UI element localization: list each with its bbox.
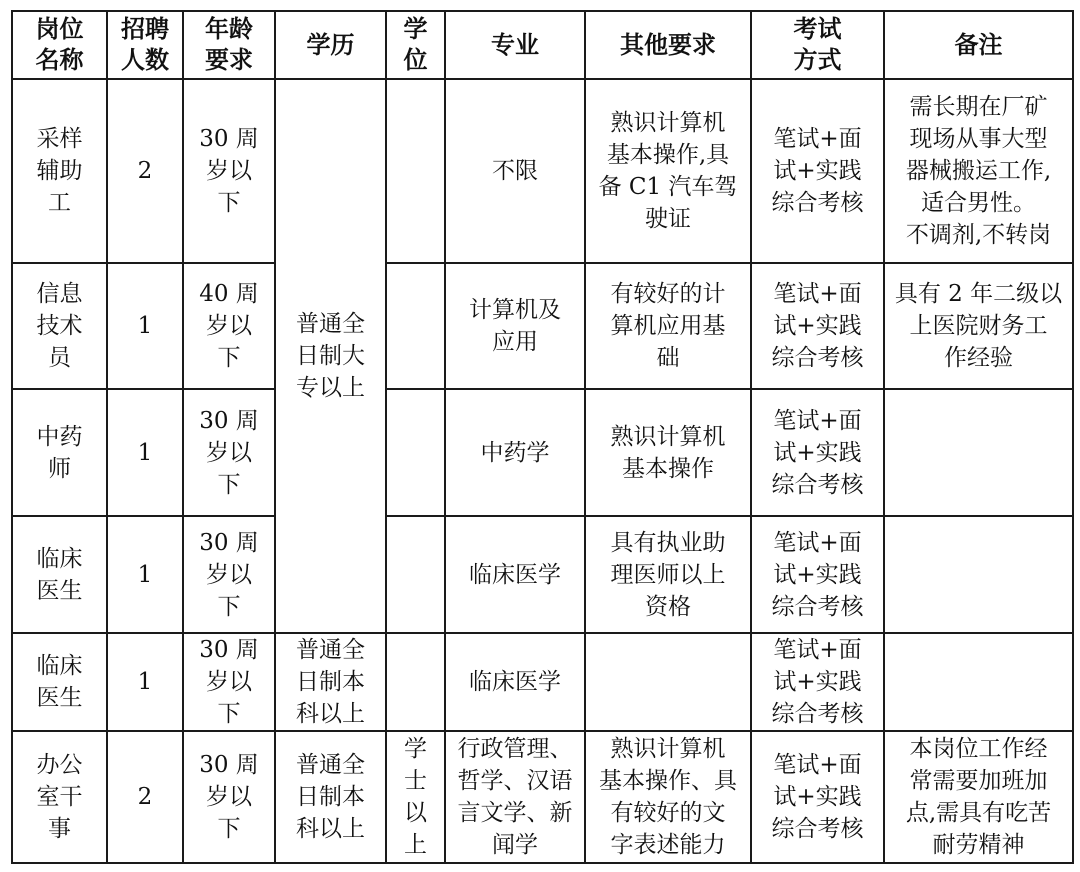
cell-age: 30 周 岁以 下: [183, 516, 275, 633]
header-count: 招聘 人数: [107, 11, 183, 79]
cell-major: 不限: [445, 79, 585, 263]
table-row: [12, 79, 1073, 263]
cell-degree: [386, 516, 445, 633]
header-row: [12, 11, 1073, 79]
cell-exam: 笔试+面 试+实践 综合考核: [751, 263, 884, 389]
cell-other: 有较好的计 算机应用基 础: [585, 263, 751, 389]
cell-edu: 普通全 日制本 科以上: [275, 731, 386, 863]
cell-note: 本岗位工作经 常需要加班加 点,需具有吃苦 耐劳精神: [884, 731, 1073, 863]
cell-count: 2: [107, 731, 183, 863]
header-name: 岗位 名称: [12, 11, 107, 79]
header-edu: 学历: [275, 11, 386, 79]
table-row: [12, 516, 1073, 633]
cell-degree: [386, 633, 445, 731]
cell-major: 临床医学: [445, 633, 585, 731]
cell-count: 2: [107, 79, 183, 263]
cell-major: 行政管理、 哲学、汉语 言文学、新 闻学: [445, 731, 585, 863]
cell-degree: [386, 263, 445, 389]
cell-note: [884, 389, 1073, 516]
table-row: [12, 633, 1073, 731]
cell-age: 40 周 岁以 下: [183, 263, 275, 389]
cell-name: 办公 室干 事: [12, 731, 107, 863]
cell-note: 具有 2 年二级以 上医院财务工 作经验: [884, 263, 1073, 389]
cell-age: 30 周 岁以 下: [183, 731, 275, 863]
cell-name: 临床 医生: [12, 516, 107, 633]
cell-name: 采样 辅助 工: [12, 79, 107, 263]
cell-major: 中药学: [445, 389, 585, 516]
header-note: 备注: [884, 11, 1073, 79]
header-degree: 学 位: [386, 11, 445, 79]
header-age: 年龄 要求: [183, 11, 275, 79]
cell-name: 临床 医生: [12, 633, 107, 731]
cell-count: 1: [107, 389, 183, 516]
cell-other: 熟识计算机 基本操作、具 有较好的文 字表述能力: [585, 731, 751, 863]
cell-other: [585, 633, 751, 731]
cell-count: 1: [107, 516, 183, 633]
table-row: [12, 731, 1073, 863]
cell-degree: [386, 389, 445, 516]
cell-count: 1: [107, 263, 183, 389]
cell-exam: 笔试+面 试+实践 综合考核: [751, 731, 884, 863]
cell-exam: 笔试+面 试+实践 综合考核: [751, 516, 884, 633]
cell-exam: 笔试+面 试+实践 综合考核: [751, 633, 884, 731]
cell-exam: 笔试+面 试+实践 综合考核: [751, 79, 884, 263]
table-row: [12, 263, 1073, 389]
cell-edu-merged: 普通全 日制大 专以上: [275, 79, 386, 633]
cell-other: 熟识计算机 基本操作: [585, 389, 751, 516]
cell-edu: 普通全 日制本 科以上: [275, 633, 386, 731]
cell-other: 熟识计算机 基本操作,具 备 C1 汽车驾 驶证: [585, 79, 751, 263]
header-other: 其他要求: [585, 11, 751, 79]
cell-degree: 学 士 以 上: [386, 731, 445, 863]
cell-note: 需长期在厂矿 现场从事大型 器械搬运工作, 适合男性。 不调剂,不转岗: [884, 79, 1073, 263]
cell-name: 信息 技术 员: [12, 263, 107, 389]
cell-note: [884, 633, 1073, 731]
cell-other: 具有执业助 理医师以上 资格: [585, 516, 751, 633]
cell-name: 中药 师: [12, 389, 107, 516]
cell-degree: [386, 79, 445, 263]
cell-exam: 笔试+面 试+实践 综合考核: [751, 389, 884, 516]
cell-age: 30 周 岁以 下: [183, 389, 275, 516]
header-exam: 考试 方式: [751, 11, 884, 79]
recruitment-table: [11, 10, 1074, 864]
cell-major: 计算机及 应用: [445, 263, 585, 389]
cell-age: 30 周 岁以 下: [183, 79, 275, 263]
cell-major: 临床医学: [445, 516, 585, 633]
table-row: [12, 389, 1073, 516]
cell-age: 30 周 岁以 下: [183, 633, 275, 731]
cell-note: [884, 516, 1073, 633]
header-major: 专业: [445, 11, 585, 79]
cell-count: 1: [107, 633, 183, 731]
